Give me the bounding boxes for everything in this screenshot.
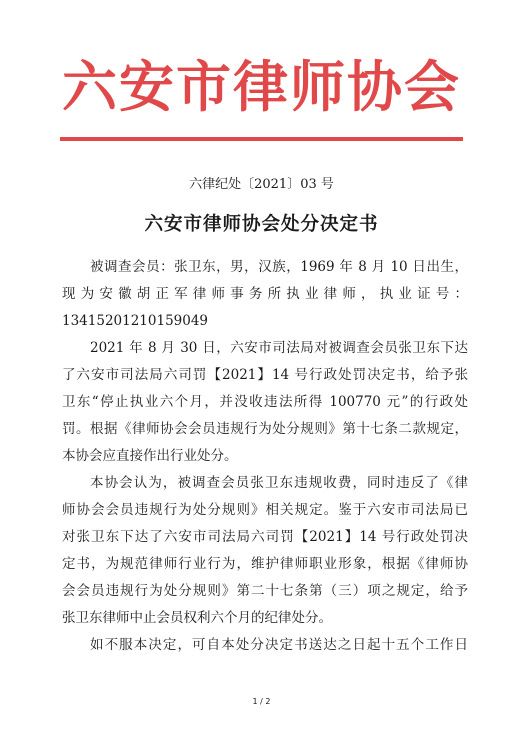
paragraph-member-info xyxy=(62,254,468,335)
body-line: 卫东“停止执业六个月，并没收违法所得 100770 元”的行政处 xyxy=(62,394,468,410)
document-body xyxy=(62,254,468,659)
body-line: 罚。根据《律师协会会员违规行为处分规则》第十七条二款规定， xyxy=(62,421,468,437)
letterhead: 六安市律师协会 xyxy=(61,54,461,119)
paragraph-appeal xyxy=(62,632,468,659)
body-line: 如不服本决定，可自本处分决定书送达之日起十五个工作日 xyxy=(90,637,468,653)
paragraph-decision xyxy=(62,470,468,632)
document-number: 六律纪处〔2021〕03 号 xyxy=(189,177,334,192)
document-title: 六安市律师协会处分决定书 xyxy=(144,214,379,235)
paragraph-administrative-penalty xyxy=(62,335,468,470)
body-line: 张卫东律师中止会员权利六个月的纪律处分。 xyxy=(62,610,332,626)
body-line: 2021 年 8 月 30 日，六安市司法局对被调查会员张卫东下达 xyxy=(90,340,468,356)
body-line: 师协会会员违规行为处分规则》相关规定。鉴于六安市司法局已 xyxy=(62,502,468,518)
body-line: 13415201210159049 xyxy=(62,313,209,329)
body-line: 会会员违规行为处分规则》第二十七条第（三）项之规定，给予 xyxy=(62,583,468,599)
body-line: 本协会认为，被调查会员张卫东违规收费，同时违反了《律 xyxy=(90,475,468,491)
body-line: 对张卫东下达了六安市司法局六司罚【2021】14 号行政处罚决 xyxy=(62,529,468,545)
body-line: 定书，为规范律师行业行为，维护律师职业形象，根据《律师协 xyxy=(62,556,468,572)
page-number: 1 / 2 xyxy=(252,697,271,706)
body-line: 了六安市司法局六司罚【2021】14 号行政处罚决定书，给予张 xyxy=(62,367,468,383)
body-line: 现为安徽胡正军律师事务所执业律师，执业证号： xyxy=(62,286,468,302)
body-line: 被调查会员：张卫东，男，汉族，1969 年 8 月 10 日出生， xyxy=(90,259,468,275)
letterhead-divider xyxy=(60,137,463,141)
body-line: 本协会应直接作出行业处分。 xyxy=(62,448,238,464)
